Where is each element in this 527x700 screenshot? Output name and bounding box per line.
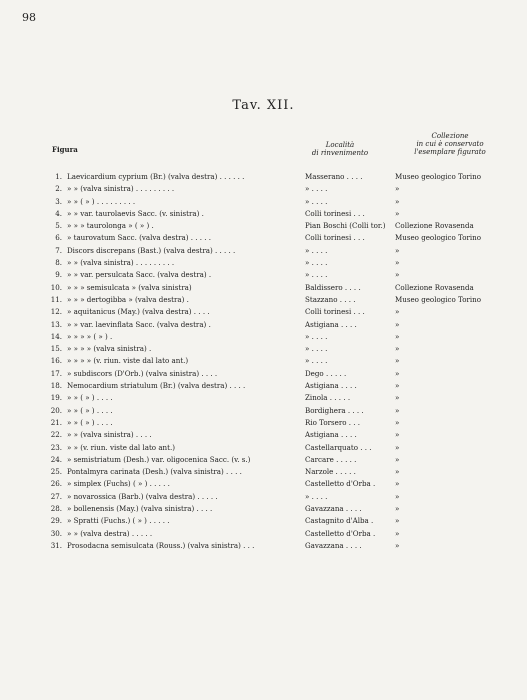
figure-locality: Colli torinesi . . . <box>305 233 365 243</box>
figure-description: » » (valva destra) . . . . . <box>67 528 153 538</box>
figure-collection: Museo geologico Torino <box>395 172 482 181</box>
figure-number: 13. <box>50 319 62 329</box>
figure-collection: » <box>395 454 400 464</box>
figure-description: » » ( » ) . . . . . . . . . <box>67 196 136 206</box>
figure-number: 3. <box>55 196 62 206</box>
table-row <box>0 220 527 232</box>
figure-number: 7. <box>55 245 62 255</box>
figure-locality: Castellarquato . . . <box>305 442 372 452</box>
column-header-locality-line2: di rinvenimento <box>311 149 369 157</box>
table-row <box>0 282 527 294</box>
figure-collection: » <box>395 528 400 538</box>
figure-number: 1. <box>55 172 62 181</box>
table-row <box>0 466 527 478</box>
figure-locality: Pian Boschi (Colli tor.) <box>305 221 386 231</box>
figure-locality: » . . . . <box>305 270 328 280</box>
figure-description: » subdiscors (D'Orb.) (valva sinistra) . . . . <box>67 368 218 378</box>
figure-collection: Collezione Rovasenda <box>395 282 474 292</box>
figure-description: » » (v. riun. viste dal lato ant.) <box>67 442 175 452</box>
figure-locality: Castagnito d'Alba . <box>305 516 374 526</box>
figure-collection: » <box>395 417 400 427</box>
figure-number: 11. <box>50 294 62 304</box>
figure-number: 23. <box>50 442 62 452</box>
figure-number: 4. <box>55 208 62 218</box>
figure-collection: » <box>395 540 400 550</box>
figure-description: » taurovatum Sacc. (valva destra) . . . . . <box>67 233 212 243</box>
figure-number: 21. <box>50 417 62 427</box>
column-header-collection-line2: in cui è conservato <box>416 140 484 148</box>
column-header-locality-line1: Località <box>325 141 355 149</box>
figure-locality: Astigiana . . . . <box>305 430 357 440</box>
figure-number: 15. <box>50 344 62 354</box>
table-row <box>0 196 527 208</box>
figure-locality: » . . . . <box>305 356 328 366</box>
table-row <box>0 343 527 355</box>
figure-locality: Castelletto d'Orba . <box>305 479 376 489</box>
figure-collection: Museo geologico Torino <box>395 294 482 304</box>
figure-locality: » . . . . <box>305 491 328 501</box>
figure-collection: » <box>395 184 400 194</box>
figure-description: » » var. taurolaevis Sacc. (v. sinistra) . <box>67 208 204 218</box>
figure-locality: Masserano . . . . <box>305 172 363 181</box>
figure-description: » » » taurolonga » ( » ) . <box>67 221 154 231</box>
figure-number: 29. <box>50 516 62 526</box>
figure-description: Laevicardium cyprium (Br.) (valva destra) . . . . . . <box>67 172 245 181</box>
figure-description: » novarossica (Barb.) (valva destra) . . . . . <box>67 491 218 501</box>
figure-collection: » <box>395 368 400 378</box>
figure-number: 9. <box>55 270 62 280</box>
figure-description: » aquitanicus (May.) (valva destra) . . . . <box>67 307 210 317</box>
page-number: 98 <box>22 11 36 24</box>
figure-number: 30. <box>50 528 62 538</box>
figure-locality: Carcare . . . . . <box>305 454 357 464</box>
table-row <box>0 478 527 490</box>
table-row <box>0 208 527 220</box>
table-row <box>0 183 527 195</box>
table-row <box>0 528 527 540</box>
figure-number: 31. <box>50 540 62 550</box>
figure-collection: » <box>395 344 400 354</box>
figure-collection: » <box>395 307 400 317</box>
table-row <box>0 392 527 404</box>
figure-collection: » <box>395 208 400 218</box>
figure-description: » simplex (Fuchs) ( » ) . . . . . <box>67 479 170 489</box>
figure-description: » » ( » ) . . . . <box>67 405 113 415</box>
figure-description: » » var. persulcata Sacc. (valva destra) . <box>67 270 212 280</box>
table-row <box>0 331 527 343</box>
plate-title: Tav. XII. <box>232 98 295 113</box>
figure-locality: Narzole . . . . . <box>305 467 356 477</box>
table-row <box>0 368 527 380</box>
figure-locality: » . . . . <box>305 331 328 341</box>
table-row <box>0 417 527 429</box>
figure-locality: Zinola . . . . . <box>305 393 351 403</box>
figure-collection: » <box>395 479 400 489</box>
figure-number: 22. <box>50 430 62 440</box>
table-row <box>0 491 527 503</box>
figure-number: 8. <box>55 258 62 268</box>
figure-collection: » <box>395 258 400 268</box>
table-row <box>0 380 527 392</box>
figure-collection: » <box>395 245 400 255</box>
figure-locality: » . . . . <box>305 196 328 206</box>
figure-locality: Gavazzana . . . . <box>305 540 362 550</box>
figure-description: » » (valva sinistra) . . . . . . . . . <box>67 258 175 268</box>
column-header-collection-line1: Collezione <box>431 132 469 140</box>
figure-locality: Astigiana . . . . <box>305 381 357 391</box>
figure-collection: » <box>395 381 400 391</box>
figure-collection: » <box>395 504 400 514</box>
figure-locality: Astigiana . . . . <box>305 319 357 329</box>
figure-locality: Gavazzana . . . . <box>305 504 362 514</box>
figure-description: » » (valva sinistra) . . . . . . . . . <box>67 184 175 194</box>
figure-locality: » . . . . <box>305 344 328 354</box>
table-row <box>0 454 527 466</box>
figure-locality: Stazzano . . . . <box>305 294 356 304</box>
table-row <box>0 232 527 244</box>
table-row <box>0 405 527 417</box>
figure-locality: Dego . . . . . <box>305 368 347 378</box>
figure-description: » bollenensis (May.) (valva sinistra) . . . . <box>67 504 213 514</box>
table-row <box>0 257 527 269</box>
figure-locality: Colli torinesi . . . <box>305 307 365 317</box>
figure-collection: » <box>395 491 400 501</box>
figure-collection: » <box>395 430 400 440</box>
figure-collection: » <box>395 405 400 415</box>
figure-description: » » » » (v. riun. viste dal lato ant.) <box>67 356 189 366</box>
figure-number: 26. <box>50 479 62 489</box>
figure-description: » » » semisulcata » (valva sinistra) <box>67 282 192 292</box>
column-header-collection-line3: l'esemplare figurato <box>414 148 486 156</box>
figure-locality: Bordighera . . . . <box>305 405 364 415</box>
figure-number: 12. <box>50 307 62 317</box>
figure-description: » semistriatum (Desh.) var. oligocenica Sacc. (v. s.) <box>67 454 251 464</box>
figure-description: Nemocardium striatulum (Br.) (valva destra) . . . . <box>67 381 246 391</box>
figure-number: 5. <box>55 221 62 231</box>
column-header-collection <box>385 132 515 156</box>
figure-locality: Colli torinesi . . . <box>305 208 365 218</box>
figure-description: » » (valva sinistra) . . . . <box>67 430 152 440</box>
figure-number: 25. <box>50 467 62 477</box>
figure-number: 6. <box>55 233 62 243</box>
figure-number: 24. <box>50 454 62 464</box>
figure-number: 27. <box>50 491 62 501</box>
figure-description: » Spratti (Fuchs.) ( » ) . . . . . <box>67 516 170 526</box>
table-row <box>0 319 527 331</box>
figure-collection: » <box>395 467 400 477</box>
table-row <box>0 294 527 306</box>
figure-locality: » . . . . <box>305 258 328 268</box>
figure-number: 20. <box>50 405 62 415</box>
figure-number: 16. <box>50 356 62 366</box>
column-header-locality <box>300 141 380 157</box>
figure-collection: » <box>395 393 400 403</box>
figure-collection: Museo geologico Torino <box>395 233 482 243</box>
figure-description: » » ( » ) . . . . <box>67 417 113 427</box>
table-row <box>0 171 527 183</box>
table-row <box>0 269 527 281</box>
figure-collection: Collezione Rovasenda <box>395 221 474 231</box>
table-row <box>0 355 527 367</box>
figure-number: 18. <box>50 381 62 391</box>
table-row <box>0 245 527 257</box>
figure-collection: » <box>395 442 400 452</box>
figure-description: » » » dertogibba » (valva destra) . <box>67 294 189 304</box>
table-row <box>0 515 527 527</box>
figure-description: Discors discrepans (Bast.) (valva destra) . . . . . <box>67 245 236 255</box>
figure-number: 2. <box>55 184 62 194</box>
figure-collection: » <box>395 319 400 329</box>
table-row <box>0 429 527 441</box>
figure-number: 28. <box>50 504 62 514</box>
table-row <box>0 540 527 552</box>
figure-description: » » var. laevinflata Sacc. (valva destra) . <box>67 319 211 329</box>
figure-collection: » <box>395 270 400 280</box>
column-header-figura: Figura <box>52 145 78 154</box>
figure-description: » » » » (valva sinistra) . <box>67 344 152 354</box>
figure-description: Prosodacna semisulcata (Rouss.) (valva sinistra) . . . <box>67 540 255 550</box>
figure-description: » » ( » ) . . . . <box>67 393 113 403</box>
table-row <box>0 503 527 515</box>
figure-locality: Castelletto d'Orba . <box>305 528 376 538</box>
figure-collection: » <box>395 516 400 526</box>
table-row <box>0 306 527 318</box>
plate-legend-table <box>0 171 527 552</box>
figure-description: Pontalmyra carinata (Desh.) (valva sinistra) . . . . <box>67 467 242 477</box>
figure-locality: » . . . . <box>305 184 328 194</box>
figure-locality: Rio Torsero . . . <box>305 417 361 427</box>
figure-locality: » . . . . <box>305 245 328 255</box>
figure-number: 10. <box>50 282 62 292</box>
figure-collection: » <box>395 196 400 206</box>
figure-number: 19. <box>50 393 62 403</box>
figure-collection: » <box>395 331 400 341</box>
figure-description: » » » » ( » ) . <box>67 331 113 341</box>
figure-number: 17. <box>50 368 62 378</box>
figure-collection: » <box>395 356 400 366</box>
table-row <box>0 442 527 454</box>
figure-locality: Baldissero . . . . <box>305 282 361 292</box>
figure-number: 14. <box>50 331 62 341</box>
